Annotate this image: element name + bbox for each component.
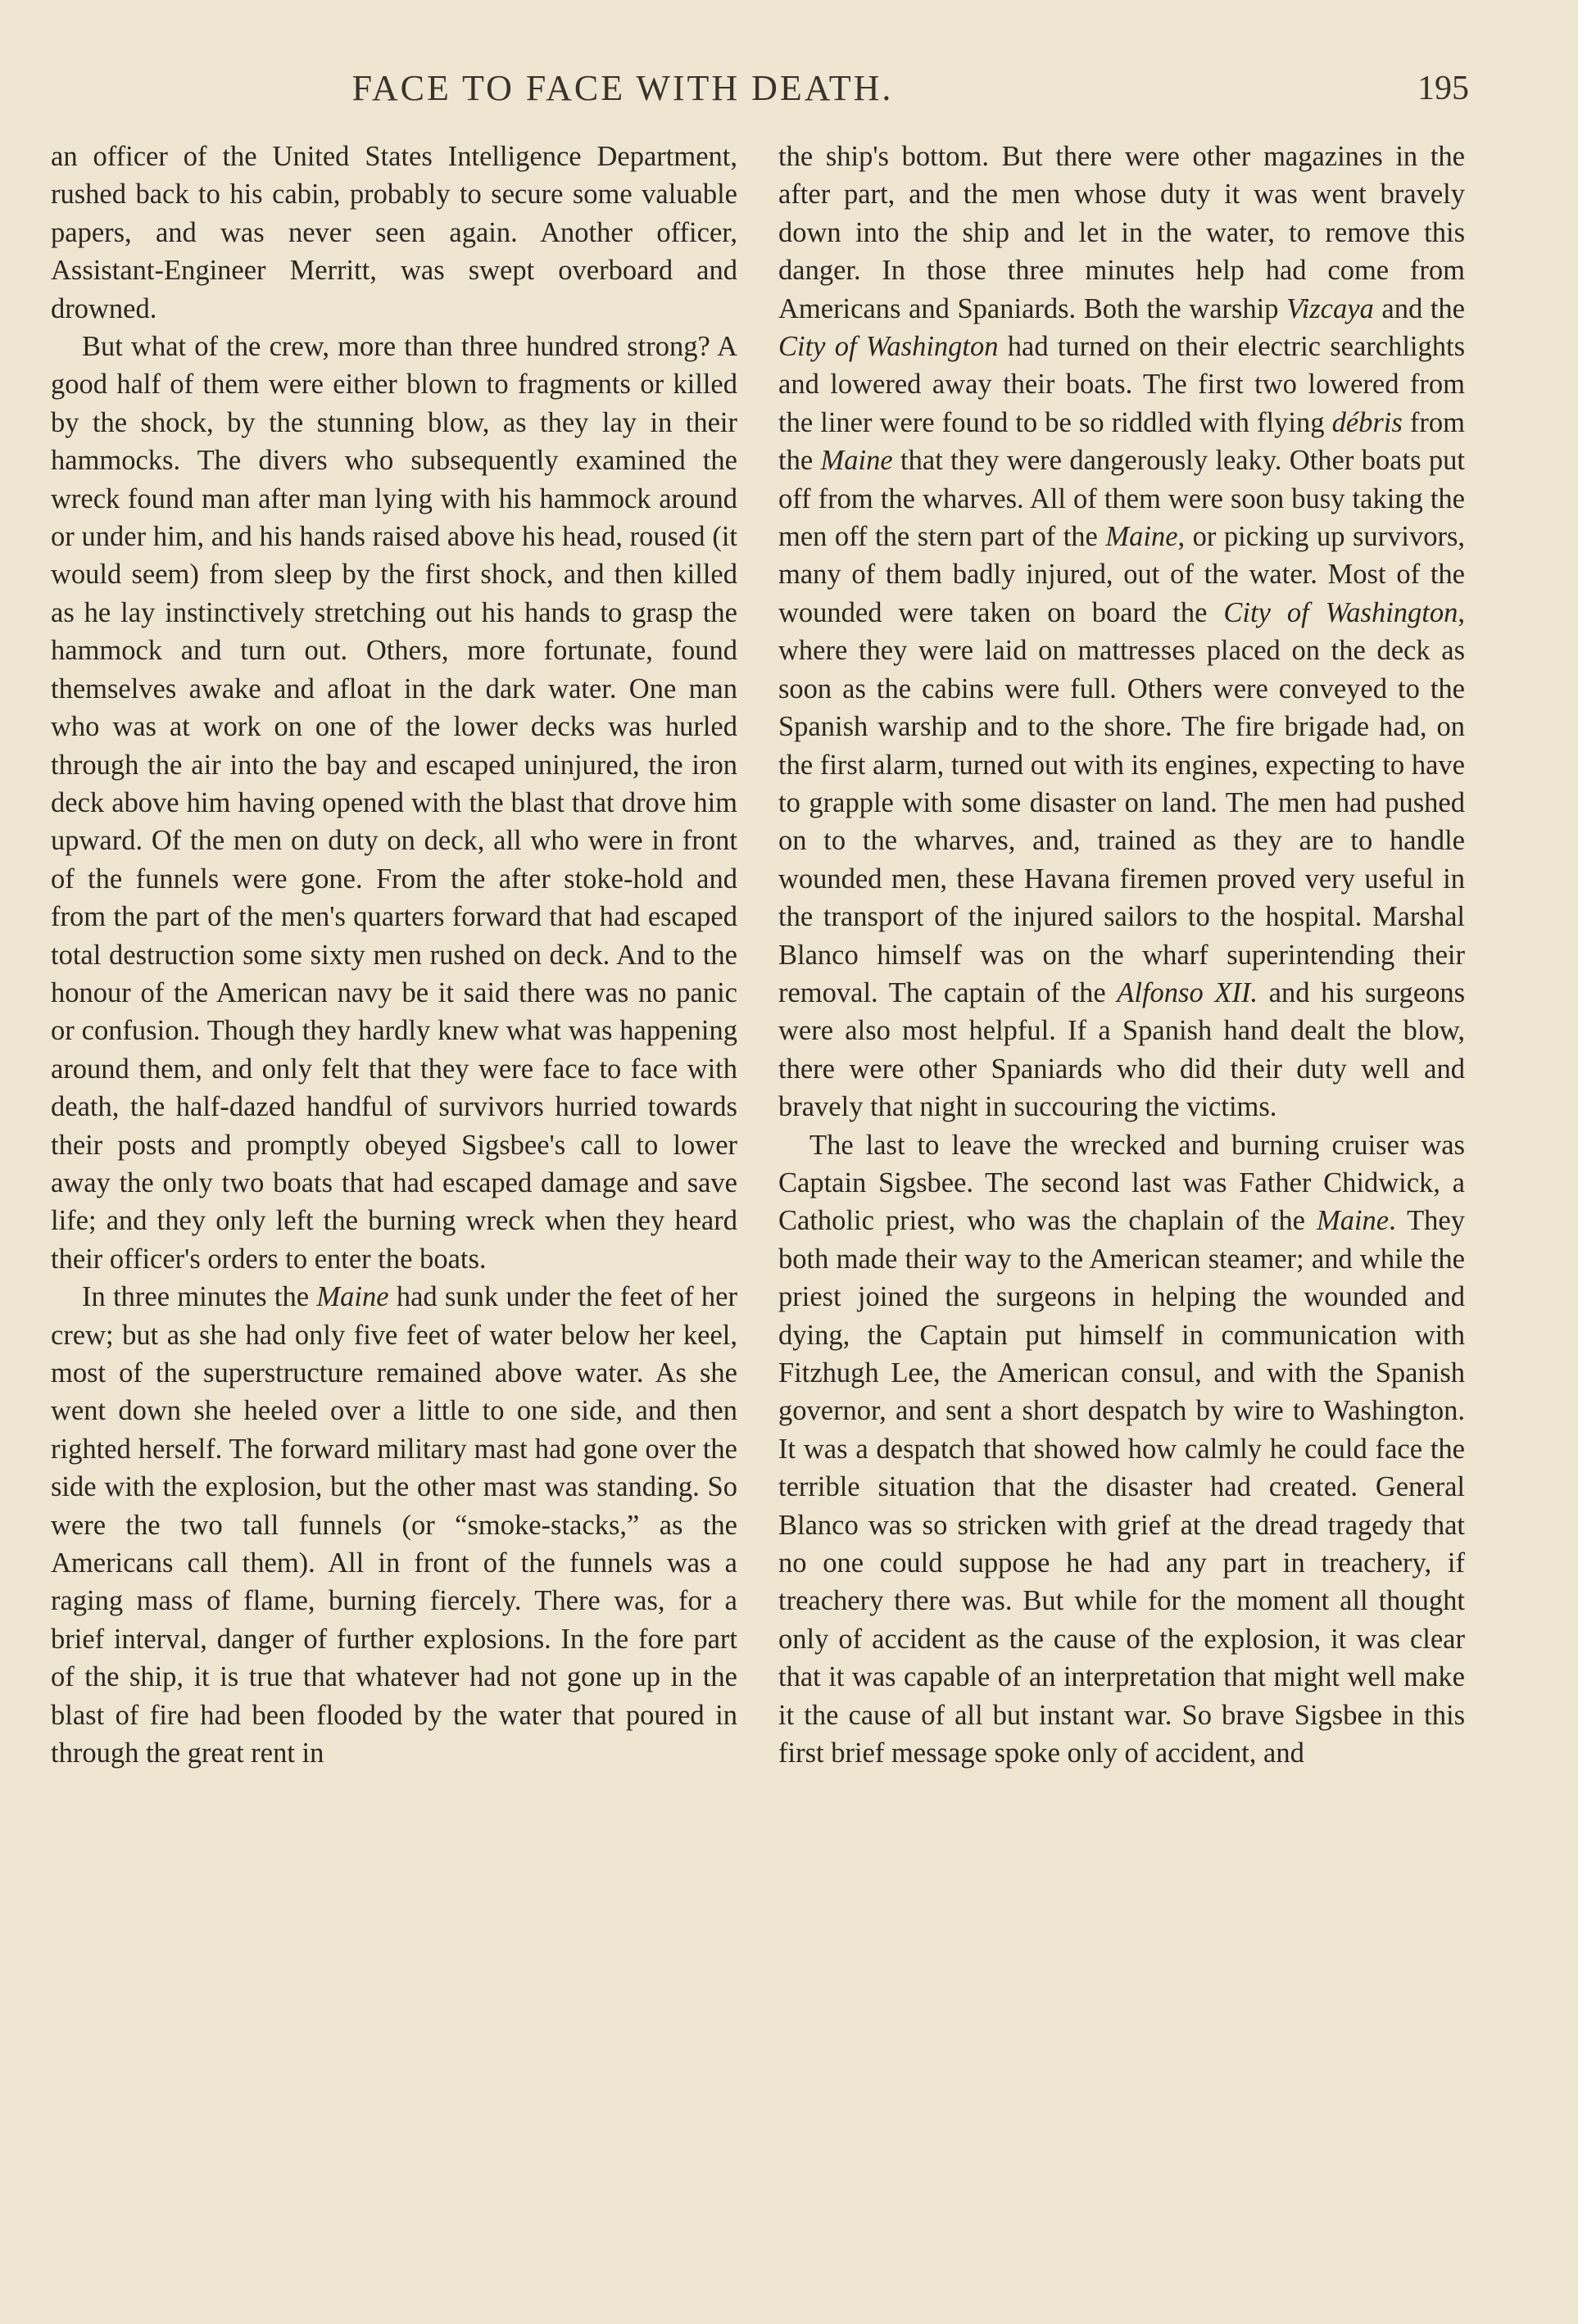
right-paragraph bbox=[778, 1126, 1465, 1773]
text-run: But what of the crew, more than three hundred strong? A good half of them were either blown to fragments or killed by the shock, by the stunning blow, as they lay in their hammocks. The divers who subsequently examined the wreck found man after man lying with his hammock around or under him, and his hands raised above his head, roused (it would seem) from sleep by the first shock, and then killed as he lay instinctively stretching out his hands to grasp the hammock and turn out. Others, more fortunate, found themselves awake and afloat in the dark water. One man who was at work on one of the lower decks was hurled through the air into the bay and escaped uninjured, the iron deck above him having opened with the blast that drove him upward. Of the men on duty on deck, all who were in front of the funnels were gone. From the after stoke-hold and from the part of the men's quarters forward that had escaped total destruction some sixty men rushed on deck. And to the honour of the American navy be it said there was no panic or confusion. Though they hardly knew what was happening around them, and only felt that they were face to face with death, the half-dazed handful of survivors hurried towards their posts and promptly obeyed Sigsbee's call to lower away the only two boats that had escaped damage and save life; and they only left the burning wreck when they heard their officer's orders to enter the boats. bbox=[51, 331, 737, 1275]
left-column bbox=[51, 138, 737, 2235]
left-paragraph bbox=[51, 1278, 737, 1772]
left-paragraph bbox=[51, 328, 737, 1278]
text-run: , or picking up survivors, many of them badly injured, out of the water. Most of the wounded were taken on board the bbox=[778, 521, 1465, 628]
left-paragraph bbox=[51, 138, 737, 328]
text-run: that they were dangerously leaky. Other boats put off from the wharves. All of them were soon busy taking the men off the stern part of the bbox=[778, 445, 1465, 553]
text-run: the ship's bottom. But there were other magazines in the after part, and the men whose duty it was went bravely down into the ship and let in the water, to remove this danger. In those three minutes help had come from Americans and Spaniards. Both the warship bbox=[778, 141, 1465, 324]
page-number: 195 bbox=[1417, 70, 1469, 107]
running-head bbox=[0, 64, 1578, 121]
text-run: from the bbox=[778, 406, 1465, 477]
right-column bbox=[778, 138, 1465, 2235]
italic-text: Maine bbox=[1316, 1205, 1390, 1237]
italic-text: Alfonso XII. bbox=[1117, 976, 1258, 1008]
italic-text: débris bbox=[1331, 406, 1403, 438]
text-run: an officer of the United States Intelligence Department, rushed back to his cabin, probably to secure some valuable papers, and was never seen again. Another officer, Assistant-Engineer Merritt, was swept overboard and drowned. bbox=[51, 141, 737, 324]
italic-text: Maine bbox=[316, 1281, 389, 1313]
right-paragraph bbox=[778, 138, 1465, 1126]
text-run: The last to leave the wrecked and burning cruiser was Captain Sigsbee. The second last was Father Chidwick, a Catholic priest, who was the chaplain of the bbox=[778, 1129, 1465, 1237]
running-title: FACE TO FACE WITH DEATH. bbox=[351, 68, 894, 108]
italic-text: City of Washington bbox=[778, 331, 999, 363]
text-run: and his surgeons were also most helpful. If a Spanish hand dealt the blow, there were other Spaniards who did their duty well and bravely that night in succouring the victims. bbox=[778, 976, 1465, 1123]
text-run: , where they were laid on mattresses placed on the deck as soon as the cabins were full. Others were conveyed to the Spanish warship and to the shore. The fire brigade had, on the first alarm, turned out with its engines, expecting to have to grapple with some disaster on land. The men had pushed on to the wharves, and, trained as they are to handle wounded men, these Havana firemen proved very useful in the transport of the injured sailors to the hospital. Marshal Blanco himself was on the wharf superintending their removal. The captain of the bbox=[778, 596, 1465, 1008]
italic-text: Maine bbox=[1105, 521, 1178, 553]
italic-text: City of Washington bbox=[1223, 596, 1458, 628]
text-run: had turned on their electric searchlights and lowered away their boats. The first two lowered from the liner were found to be so riddled with flying bbox=[778, 331, 1465, 438]
text-run: . They both made their way to the American steamer; and while the priest joined the surgeons in helping the wounded and dying, the Captain put himself in communication with Fitzhugh Lee, the American consul, and with the Spanish governor, and sent a short despatch by wire to Washington. It was a despatch that showed how calmly he could face the terrible situation that the disaster had created. General Blanco was so stricken with grief at the dread tragedy that no one could suppose he had any part in treachery, if treachery there was. But while for the moment all thought only of accident as the cause of the explosion, it was clear that it was capable of an interpretation that might well make it the cause of all but instant war. So brave Sigsbee in this first brief message spoke only of accident, and bbox=[778, 1205, 1465, 1769]
text-run: and the bbox=[1373, 292, 1465, 324]
italic-text: Vizcaya bbox=[1286, 292, 1374, 324]
text-run: had sunk under the feet of her crew; but as she had only five feet of water below her keel, most of the superstructure remained above water. As she went down she heeled over a little to one side, and then righted herself. The forward military mast had gone over the side with the explosion, but the other mast was standing. So were the two tall funnels (or “smoke-stacks,” as the Americans call them). All in front of the funnels was a raging mass of flame, burning fiercely. There was, for a brief interval, danger of further explosions. In the fore part of the ship, it is true that whatever had not gone up in the blast of fire had been flooded by the water that poured in through the great rent in bbox=[51, 1281, 737, 1769]
text-run: In three minutes the bbox=[82, 1281, 317, 1313]
italic-text: Maine bbox=[820, 445, 893, 477]
